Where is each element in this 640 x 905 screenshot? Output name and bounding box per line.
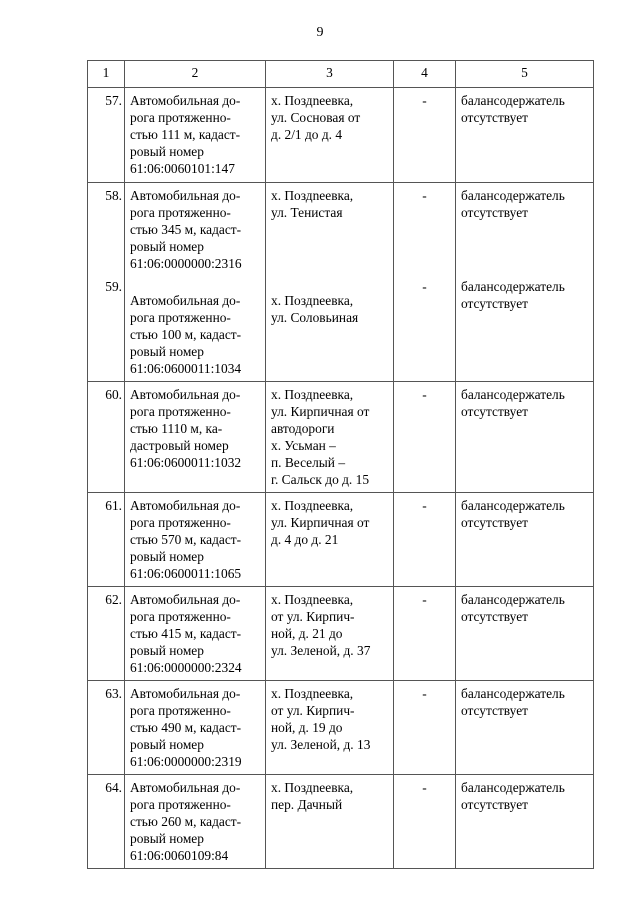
text-line: Автомобильная до- (130, 686, 241, 701)
text-line: рога протяженно- (130, 609, 231, 624)
text-line: балансодержатель (461, 387, 565, 402)
text-line: п. Веселый – (271, 455, 346, 470)
text-line: стью 415 м, кадаст- (130, 626, 242, 641)
row-number: 60. (88, 382, 125, 493)
road-description (125, 88, 266, 183)
column-header: 1 (88, 61, 125, 88)
road-location (266, 493, 394, 587)
text-line: рога протяженно- (130, 310, 231, 325)
column-header: 4 (394, 61, 456, 88)
column-4-value: - (394, 681, 456, 775)
text-line: отсутствует (461, 296, 528, 311)
road-description (125, 775, 266, 869)
row-number: 57. (88, 88, 125, 183)
text-line: дастровый номер (130, 438, 229, 453)
text-line: ной, д. 19 до (271, 720, 343, 735)
table-header-row (88, 61, 594, 88)
text-line: ровый номер (130, 239, 204, 254)
row-number-cell (88, 183, 125, 382)
text-line: балансодержатель (461, 188, 565, 203)
column-header: 2 (125, 61, 266, 88)
column-4-value: - (394, 382, 456, 493)
text-line: ровый номер (130, 344, 204, 359)
table-row (88, 681, 594, 775)
text-line: Автомобильная до- (130, 387, 241, 402)
registry-table (87, 60, 594, 869)
road-location (266, 382, 394, 493)
road-description (125, 183, 266, 382)
owner-status (456, 681, 594, 775)
text-line: ул. Кирпичная от (271, 404, 370, 419)
text-line: 61:06:0000000:2316 (130, 256, 242, 271)
text-line: балансодержатель (461, 93, 565, 108)
text-line: стью 1110 м, ка- (130, 421, 223, 436)
row-number: 61. (88, 493, 125, 587)
road-description (125, 382, 266, 493)
text-line: отсутствует (461, 703, 528, 718)
text-line: ной, д. 21 до (271, 626, 343, 641)
table-row (88, 88, 594, 183)
column-header: 5 (456, 61, 594, 88)
text-line: рога протяженно- (130, 797, 231, 812)
column-4-value: - (394, 775, 456, 869)
text-line: рога протяженно- (130, 404, 231, 419)
text-line: стью 345 м, кадаст- (130, 222, 242, 237)
text-line: ровый номер (130, 643, 204, 658)
text-line: стью 111 м, кадаст- (130, 127, 241, 142)
text-line: рога протяженно- (130, 205, 231, 220)
text-line: балансодержатель (461, 279, 565, 294)
owner-status (456, 493, 594, 587)
text-line: от ул. Кирпич- (271, 703, 355, 718)
owner-status (456, 587, 594, 681)
road-location (266, 88, 394, 183)
text-line: Автомобильная до- (130, 780, 241, 795)
column-4-value-cell (394, 183, 456, 382)
text-line: х. Поздneевка, (271, 498, 354, 513)
text-line: Автомобильная до- (130, 93, 241, 108)
text-line: Автомобильная до- (130, 188, 241, 203)
text-line: отсутствует (461, 515, 528, 530)
text-line: ровый номер (130, 737, 204, 752)
text-line: ул. Кирпичная от (271, 515, 370, 530)
text-line: д. 2/1 до д. 4 (271, 127, 343, 142)
text-line: отсутствует (461, 609, 528, 624)
column-4-value: - (394, 493, 456, 587)
text-line: г. Сальск до д. 15 (271, 472, 370, 487)
column-4-value: - (422, 188, 427, 203)
text-line: рога протяженно- (130, 110, 231, 125)
text-line: пер. Дачный (271, 797, 343, 812)
text-line: х. Поздneевка, (271, 686, 354, 701)
text-line: балансодержатель (461, 780, 565, 795)
text-line: балансодержатель (461, 686, 565, 701)
text-line: ровый номер (130, 549, 204, 564)
row-number: 63. (88, 681, 125, 775)
text-line: х. Поздneевка, (271, 188, 354, 203)
text-line: Автомобильная до- (130, 498, 241, 513)
text-line: Автомобильная до- (130, 293, 241, 308)
road-description (125, 681, 266, 775)
text-line: стью 570 м, кадаст- (130, 532, 242, 547)
owner-status (456, 775, 594, 869)
text-line: х. Поздneевка, (271, 592, 354, 607)
text-line: х. Усьман – (271, 438, 336, 453)
row-number: 62. (88, 587, 125, 681)
text-line: отсутствует (461, 110, 528, 125)
text-line: ул. Соловьиная (271, 310, 359, 325)
owner-status (456, 183, 594, 382)
column-4-value: - (394, 587, 456, 681)
text-line: рога протяженно- (130, 703, 231, 718)
road-location (266, 183, 394, 382)
text-line: 61:06:0000000:2319 (130, 754, 242, 769)
road-description (125, 493, 266, 587)
text-line: отсутствует (461, 404, 528, 419)
text-line: ул. Сосновая от (271, 110, 361, 125)
text-line: х. Поздneевка, (271, 93, 354, 108)
text-line: отсутствует (461, 205, 528, 220)
text-line: стью 490 м, кадаст- (130, 720, 242, 735)
road-location (266, 587, 394, 681)
text-line: рога протяженно- (130, 515, 231, 530)
text-line: д. 4 до д. 21 (271, 532, 339, 547)
text-line: 61:06:0600011:1065 (130, 566, 242, 581)
text-line: ул. Зеленой, д. 13 (271, 737, 371, 752)
owner-status (456, 88, 594, 183)
table-row (88, 587, 594, 681)
text-line: х. Поздneевка, (271, 780, 354, 795)
text-line: ул. Зеленой, д. 37 (271, 643, 371, 658)
text-line: ровый номер (130, 831, 204, 846)
table-row (88, 183, 594, 382)
row-number: 59. (105, 279, 122, 294)
text-line: от ул. Кирпич- (271, 609, 355, 624)
road-location (266, 775, 394, 869)
text-line: 61:06:0000000:2324 (130, 660, 242, 675)
column-4-value: - (394, 88, 456, 183)
text-line: 61:06:0060101:147 (130, 161, 235, 176)
text-line: стью 100 м, кадаст- (130, 327, 242, 342)
column-4-value: - (422, 279, 427, 294)
text-line: балансодержатель (461, 498, 565, 513)
page-number: 9 (316, 25, 324, 40)
road-description (125, 587, 266, 681)
text-line: отсутствует (461, 797, 528, 812)
owner-status (456, 382, 594, 493)
text-line: стью 260 м, кадаст- (130, 814, 242, 829)
text-line: балансодержатель (461, 592, 565, 607)
text-line: 61:06:0600011:1034 (130, 361, 242, 376)
text-line: х. Поздneевка, (271, 293, 354, 308)
road-location (266, 681, 394, 775)
text-line: х. Поздneевка, (271, 387, 354, 402)
table-row (88, 775, 594, 869)
text-line: автодороги (271, 421, 335, 436)
text-line: 61:06:0060109:84 (130, 848, 229, 863)
table-row (88, 382, 594, 493)
row-number: 58. (105, 188, 122, 203)
column-header: 3 (266, 61, 394, 88)
text-line: 61:06:0600011:1032 (130, 455, 242, 470)
row-number: 64. (88, 775, 125, 869)
text-line: ровый номер (130, 144, 204, 159)
text-line: ул. Тенистая (271, 205, 343, 220)
table-row (88, 493, 594, 587)
text-line: Автомобильная до- (130, 592, 241, 607)
